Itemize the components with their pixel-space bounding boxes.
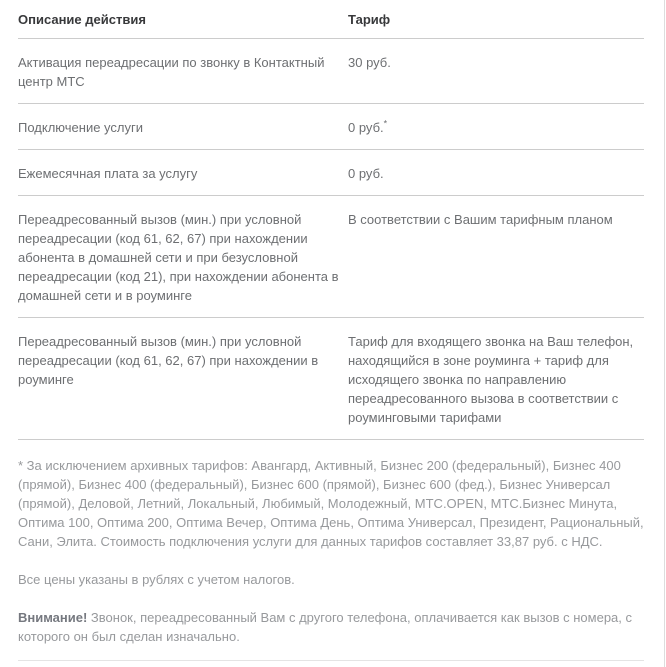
table-row bbox=[18, 196, 644, 318]
row-description: Переадресованный вызов (мин.) при условной переадресации (код 61, 62, 67) при нахождении в роуминге bbox=[18, 318, 348, 440]
row-tariff bbox=[348, 104, 644, 150]
warning-text: Звонок, переадресованный Вам с другого телефона, оплачивается как вызов с номера, с которого он был сделан изначально. bbox=[18, 610, 632, 644]
row-tariff bbox=[348, 39, 644, 104]
column-header-description: Описание действия bbox=[18, 0, 348, 39]
bottom-divider bbox=[18, 660, 644, 661]
tariff-value: 0 руб. bbox=[348, 166, 384, 181]
row-tariff bbox=[348, 150, 644, 196]
tariff-value: В соответствии с Вашим тарифным планом bbox=[348, 212, 613, 227]
table-header-row bbox=[18, 0, 644, 39]
footnote-marker: * bbox=[383, 118, 388, 129]
table-row bbox=[18, 104, 644, 150]
row-tariff bbox=[348, 318, 644, 440]
prices-note: Все цены указаны в рублях с учетом налогов. bbox=[18, 572, 295, 587]
column-header-tariff: Тариф bbox=[348, 0, 644, 39]
row-description: Переадресованный вызов (мин.) при условной переадресации (код 61, 62, 67) при нахождении абонента в домашней сети и при безусловной переадресации (код 21), при нахождении абонента в домашней сети и в роуминге bbox=[18, 196, 348, 318]
tariff-value: 30 руб. bbox=[348, 55, 391, 70]
row-description: Подключение услуги bbox=[18, 104, 348, 150]
warning-label: Внимание! bbox=[18, 610, 88, 625]
warning-note bbox=[18, 608, 644, 646]
table-row bbox=[18, 150, 644, 196]
row-tariff bbox=[348, 196, 644, 318]
table-row bbox=[18, 39, 644, 104]
table-row bbox=[18, 318, 644, 440]
tariff-value bbox=[348, 118, 634, 137]
tariff-table bbox=[18, 0, 644, 440]
archived-tariffs-footnote: * За исключением архивных тарифов: Авангард, Активный, Бизнес 200 (федеральный), Бизнес 400 (прямой), Бизнес 400 (федеральный), Бизнес 600 (прямой), Бизнес 600 (фед.), Бизнес Универсал (прямой), Деловой, Летний, Локальный, Любимый, Молодежный, МТС.OPEN, МТС.Бизнес Минута, Оптима 100, Оптима 200, Оптима Вечер, Оптима День, Оптима Универсал, Президент, Рациональный, Сани, Элита. Стоимость подключения услуги для данных тарифов составляет 33,87 руб. с НДС. bbox=[18, 458, 644, 549]
row-description: Ежемесячная плата за услугу bbox=[18, 150, 348, 196]
tariff-text: 0 руб. bbox=[348, 120, 384, 135]
row-description: Активация переадресации по звонку в Контактный центр МТС bbox=[18, 39, 348, 104]
tariff-value: Тариф для входящего звонка на Ваш телефон, находящийся в зоне роуминга + тариф для исходящего звонка по направлению переадресованного вызова в соответствии с роуминговыми тарифами bbox=[348, 334, 634, 425]
